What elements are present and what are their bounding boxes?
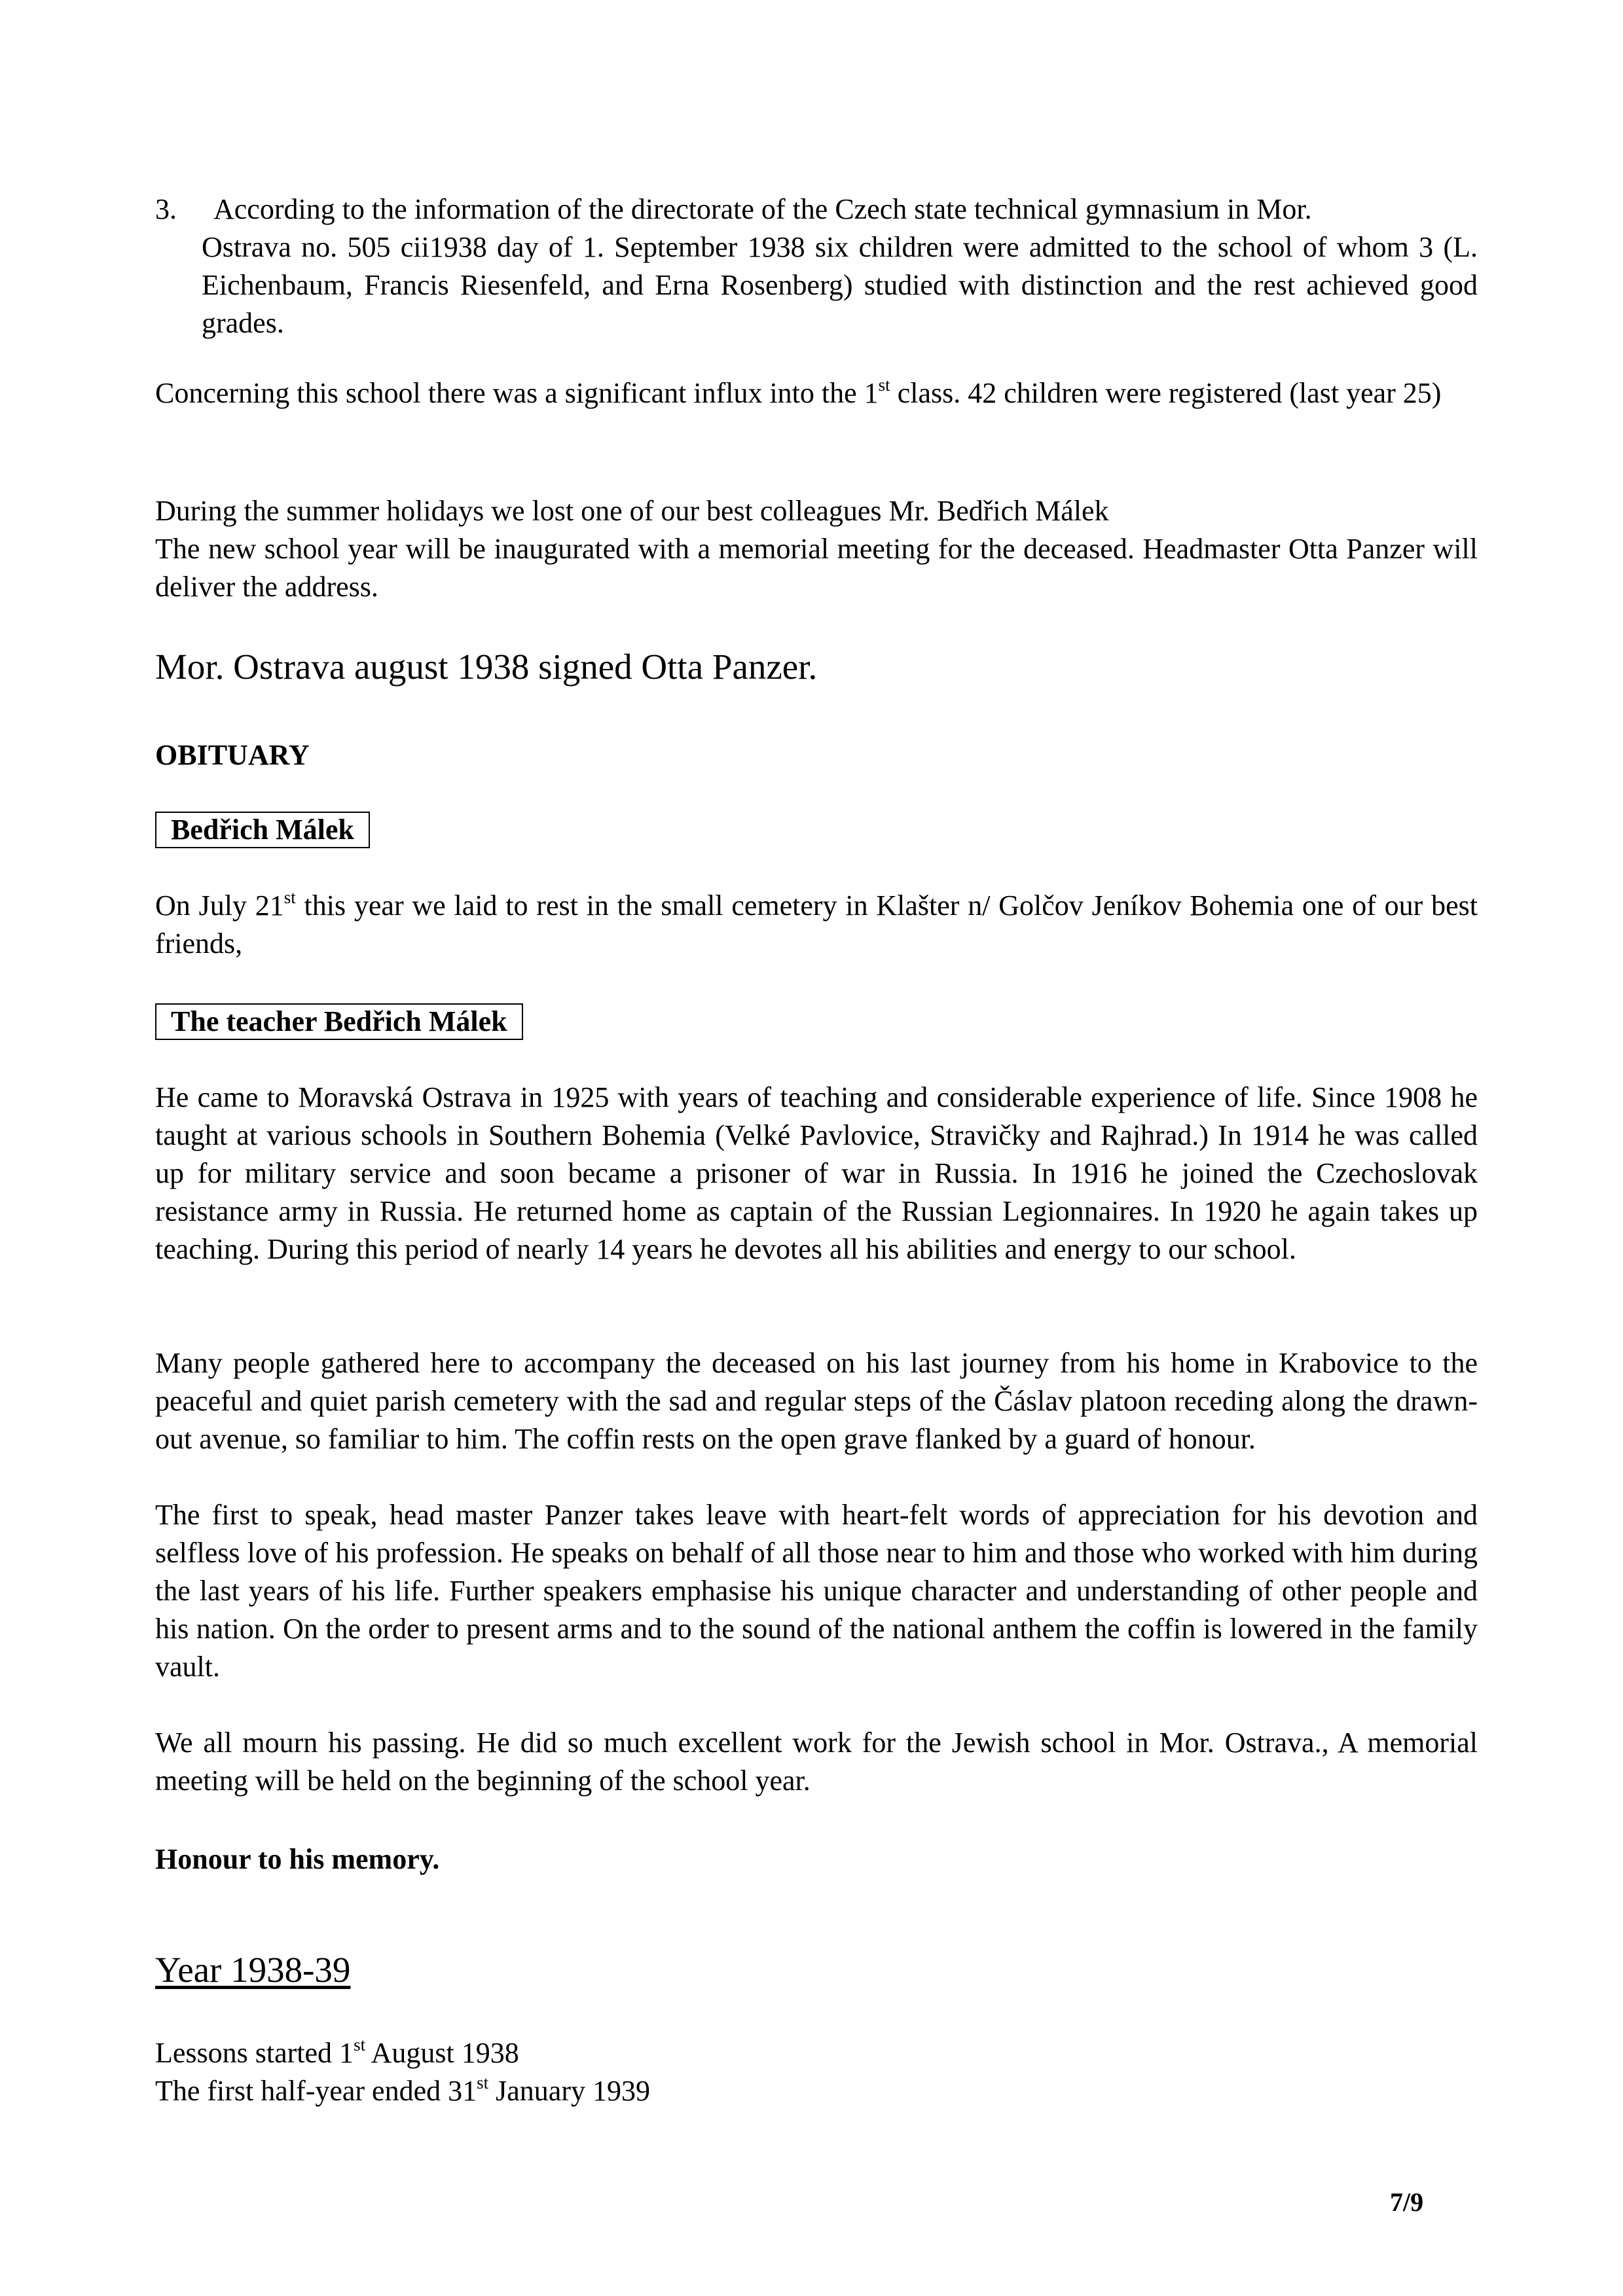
- influx-paragraph: Concerning this school there was a significant influx into the 1st class. 42 children were registered (last year 25): [155, 375, 1442, 409]
- item-number: 3.: [155, 193, 177, 225]
- lessons-started-line: Lessons started 1st August 1938: [155, 2035, 519, 2069]
- year-dates: [155, 2034, 650, 2110]
- numbered-item-3: [155, 190, 1478, 342]
- item-line-1: According to the information of the directorate of the Czech state technical gymnasium in Mor.: [213, 193, 1312, 225]
- holidays-paragraph: [155, 492, 1478, 606]
- obituary-heading: OBITUARY: [155, 739, 310, 771]
- burial-paragraph: On July 21st this year we laid to rest in the small cemetery in Klašter n/ Golčov Jeníkov Bohemia one of our best friends,: [155, 888, 1478, 960]
- year-heading: Year 1938-39: [155, 1950, 351, 1990]
- page-number: 7/9: [1390, 2187, 1424, 2217]
- biography-paragraph: He came to Moravská Ostrava in 1925 with years of teaching and considerable experience of life. Since 1908 he taught at various schools in Southern Bohemia (Velké Pavlovice, Stravičky and Rajhrad.) In 1914 he was called up for military service and soon became a prisoner of war in Russia. In 1916 he joined the Czechoslovak resistance army in Russia. He returned home as captain of the Russian Legionnaires. In 1920 he again takes up teaching. During this period of nearly 14 years he devotes all his abilities and energy to our school.: [155, 1081, 1478, 1265]
- funeral-paragraph-1: Many people gathered here to accompany the deceased on his last journey from his home in Krabovice to the peaceful and quiet parish cemetery with the sad and regular steps of the Čáslav platoon receding along the drawn-out avenue, so familiar to him. The coffin rests on the open grave flanked by a guard of honour.: [155, 1347, 1478, 1455]
- half-year-line: The first half-year ended 31st January 1939: [155, 2073, 650, 2107]
- mourn-paragraph: We all mourn his passing. He did so much excellent work for the Jewish school in Mor. Ostrava., A memorial meeting will be held on the beginning of the school year.: [155, 1727, 1478, 1797]
- item-text: Ostrava no. 505 cii1938 day of 1. September 1938 six children were admitted to the school of whom 3 (L. Eichenbaum, Francis Riesenfeld, and Erna Rosenberg) studied with distinction and the rest achieved good grades.: [202, 231, 1478, 339]
- honour-line: Honour to his memory.: [155, 1843, 440, 1875]
- funeral-paragraph-2: The first to speak, head master Panzer takes leave with heart-felt words of appreciation for his devotion and selfless love of his profession. He speaks on behalf of all those near to him and those who worked with him during the last years of his life. Further speakers emphasise his unique character and understanding of other people and his nation. On the order to present arms and to the sound of the national anthem the coffin is lowered in the family vault.: [155, 1499, 1478, 1683]
- holidays-line-2: The new school year will be inaugurated with a memorial meeting for the deceased. Headmaster Otta Panzer will deliver the address.: [155, 533, 1478, 603]
- holidays-line-1: During the summer holidays we lost one of our best colleagues Mr. Bedřich Málek: [155, 495, 1109, 527]
- name-box-1: Bedřich Málek: [155, 812, 370, 848]
- signature-line: Mor. Ostrava august 1938 signed Otta Panzer.: [155, 647, 818, 687]
- name-box-2: The teacher Bedřich Málek: [155, 1003, 523, 1040]
